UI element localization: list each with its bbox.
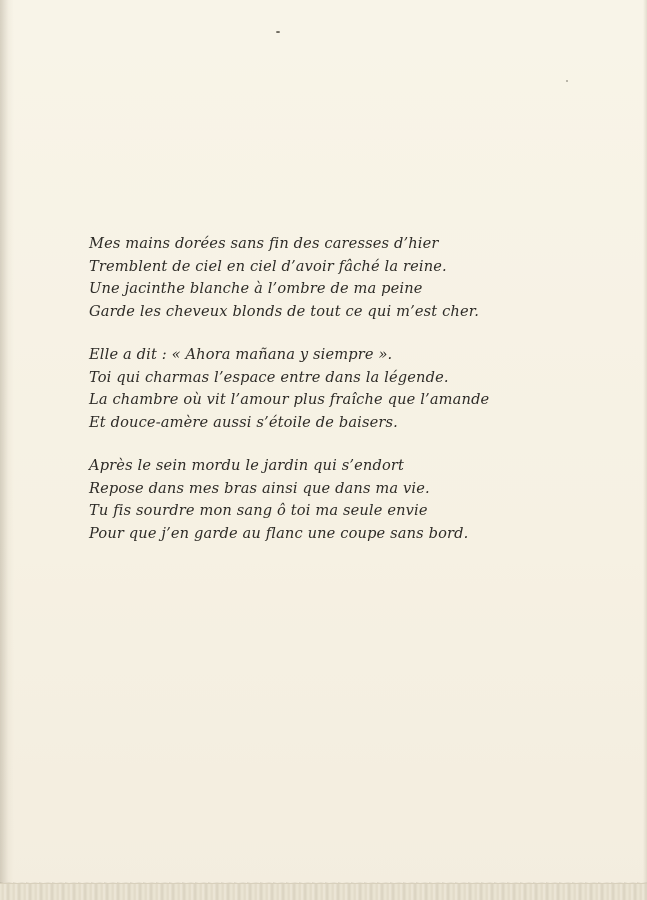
poem-line: La chambre où vit l’amour plus fraîche que l’amande [89, 391, 490, 408]
poem-line: Pour que j’en garde au flanc une coupe sans bord. [89, 524, 469, 542]
paper-speck [566, 80, 568, 82]
poem-line: Et douce-amère aussi s’étoile de baisers. [89, 413, 398, 431]
page-gutter-shadow [0, 0, 14, 900]
stanza-1 [89, 233, 529, 323]
poem [89, 233, 529, 566]
deckle-edge [0, 883, 647, 900]
poem-line: Elle a dit : « Ahora mañana y siempre ». [89, 346, 393, 363]
poem-line: Toi qui charmas l’espace entre dans la légende. [89, 368, 449, 386]
poem-line: Mes mains dorées sans fin des caresses d’hier [89, 235, 439, 252]
poem-line: Tremblent de ciel en ciel d’avoir fâché la reine. [89, 257, 447, 275]
stanza-2 [89, 344, 529, 434]
poem-line: Après le sein mordu le jardin qui s’endort [89, 457, 405, 474]
poem-line: Garde les cheveux blonds de tout ce qui m’est cher. [89, 302, 480, 320]
poem-line: Tu fis sourdre mon sang ô toi ma seule envie [89, 502, 428, 519]
poem-line: Une jacinthe blanche à l’ombre de ma peine [89, 280, 423, 297]
poem-line: Repose dans mes bras ainsi que dans ma vie. [89, 479, 430, 497]
page-right-edge [643, 0, 647, 900]
stanza-3 [89, 455, 529, 545]
paper-speck [276, 31, 280, 33]
